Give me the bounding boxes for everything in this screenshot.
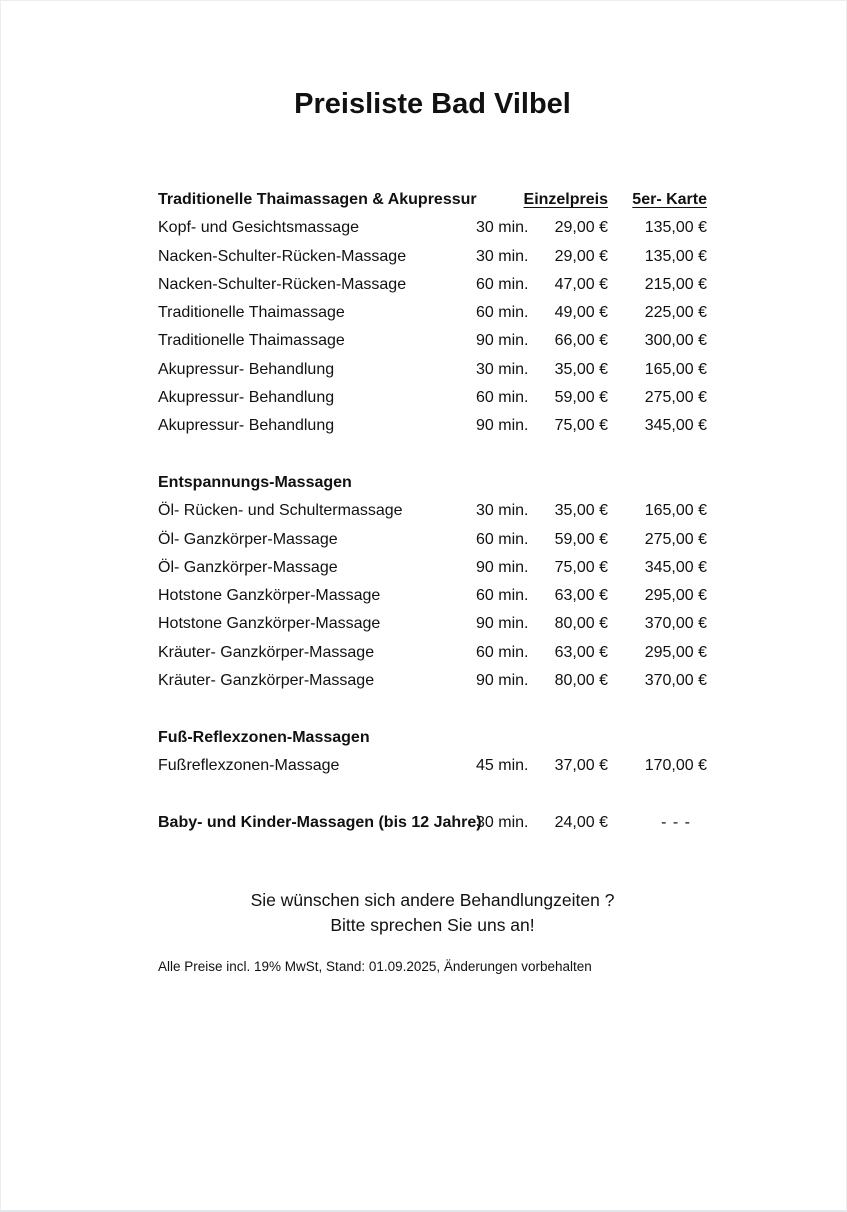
cell-service-name: Öl- Ganzkörper-Massage	[158, 530, 338, 548]
cell-duration: 60 min.	[476, 389, 529, 407]
cell-duration: 90 min.	[476, 558, 529, 576]
table-row	[158, 582, 707, 610]
section-heading-row	[158, 186, 707, 214]
cell-einzelpreis: 47,00 €	[554, 275, 608, 293]
table-row	[158, 299, 707, 327]
cell-einzelpreis: 80,00 €	[554, 672, 608, 690]
cell-service-name: Öl- Rücken- und Schultermassage	[158, 502, 403, 520]
section-heading-row	[158, 809, 707, 837]
cell-duration: 90 min.	[476, 332, 529, 350]
cell-service-name: Akupressur- Behandlung	[158, 360, 335, 378]
table-row	[158, 412, 707, 440]
cell-einzelpreis: 59,00 €	[554, 530, 608, 548]
cell-karte: 295,00 €	[644, 643, 707, 661]
table-row	[158, 667, 707, 695]
cell-karte: 275,00 €	[644, 530, 707, 548]
cell-duration: 30 min.	[476, 813, 529, 831]
cell-einzelpreis: 35,00 €	[554, 502, 608, 520]
cell-einzelpreis: 24,00 €	[554, 813, 608, 831]
section-heading-row	[158, 724, 707, 752]
cell-duration: 30 min.	[476, 219, 529, 237]
cell-duration: 60 min.	[476, 304, 529, 322]
cell-duration: 90 min.	[476, 417, 529, 435]
page-title: Preisliste Bad Vilbel	[294, 88, 571, 120]
cell-service-name: Nacken-Schulter-Rücken-Massage	[158, 247, 407, 265]
cell-service-name: Hotstone Ganzkörper-Massage	[158, 587, 381, 605]
cell-einzelpreis: 75,00 €	[554, 558, 608, 576]
table-row	[158, 497, 707, 525]
cell-service-name: Nacken-Schulter-Rücken-Massage	[158, 275, 407, 293]
cell-service-name: Hotstone Ganzkörper-Massage	[158, 615, 381, 633]
cell-karte: - - -	[661, 813, 691, 831]
table-row	[158, 554, 707, 582]
cell-karte: 300,00 €	[644, 332, 707, 350]
cell-karte: 135,00 €	[644, 247, 707, 265]
table-row	[158, 384, 707, 412]
table-row	[158, 639, 707, 667]
section-heading-row	[158, 469, 707, 497]
notice-line-2: Bitte sprechen Sie uns an!	[330, 915, 535, 935]
cell-karte: 370,00 €	[644, 672, 707, 690]
cell-einzelpreis: 80,00 €	[554, 615, 608, 633]
cell-karte: 275,00 €	[644, 389, 707, 407]
cell-duration: 90 min.	[476, 672, 529, 690]
cell-duration: 30 min.	[476, 360, 529, 378]
cell-einzelpreis: 49,00 €	[554, 304, 608, 322]
table-row	[158, 356, 707, 384]
table-row	[158, 214, 707, 242]
footnote-vat-date: Alle Preise incl. 19% MwSt, Stand: 01.09.2025, Änderungen vorbehalten	[158, 959, 592, 974]
cell-service-name: Öl- Ganzkörper-Massage	[158, 558, 338, 576]
cell-karte: 225,00 €	[644, 304, 707, 322]
cell-karte: 165,00 €	[644, 360, 707, 378]
cell-duration: 60 min.	[476, 275, 529, 293]
cell-duration: 30 min.	[476, 502, 529, 520]
notice-line-1: Sie wünschen sich andere Behandlungzeiten ?	[250, 890, 615, 910]
cell-service-name: Akupressur- Behandlung	[158, 389, 335, 407]
section-spacer	[158, 441, 707, 469]
cell-service-name: Traditionelle Thaimassage	[158, 304, 345, 322]
cell-service-name: Kräuter- Ganzkörper-Massage	[158, 672, 375, 690]
cell-duration: 60 min.	[476, 587, 529, 605]
cell-einzelpreis: 35,00 €	[554, 360, 608, 378]
cell-service-name: Kopf- und Gesichtsmassage	[158, 219, 359, 237]
section-heading: Baby- und Kinder-Massagen (bis 12 Jahre)	[158, 813, 482, 831]
cell-einzelpreis: 63,00 €	[554, 587, 608, 605]
cell-einzelpreis: 66,00 €	[554, 332, 608, 350]
cell-einzelpreis: 63,00 €	[554, 643, 608, 661]
cell-duration: 60 min.	[476, 530, 529, 548]
cell-duration: 90 min.	[476, 615, 529, 633]
cell-service-name: Traditionelle Thaimassage	[158, 332, 345, 350]
table-row	[158, 526, 707, 554]
section-heading: Entspannungs-Massagen	[158, 473, 352, 491]
table-row	[158, 271, 707, 299]
cell-service-name: Akupressur- Behandlung	[158, 417, 335, 435]
cell-duration: 60 min.	[476, 643, 529, 661]
section-heading: Fuß-Reflexzonen-Massagen	[158, 728, 370, 746]
price-table	[158, 186, 707, 837]
cell-duration: 30 min.	[476, 247, 529, 265]
cell-karte: 135,00 €	[644, 219, 707, 237]
cell-karte: 215,00 €	[644, 275, 707, 293]
section-heading: Traditionelle Thaimassagen & Akupressur	[158, 191, 477, 208]
cell-einzelpreis: 75,00 €	[554, 417, 608, 435]
section-spacer	[158, 695, 707, 723]
section-spacer	[158, 780, 707, 808]
cell-service-name: Fußreflexzonen-Massage	[158, 756, 340, 774]
table-row	[158, 752, 707, 780]
cell-einzelpreis: 37,00 €	[554, 756, 608, 774]
cell-karte: 170,00 €	[644, 756, 707, 774]
cell-einzelpreis: 29,00 €	[554, 219, 608, 237]
cell-karte: 295,00 €	[644, 587, 707, 605]
table-row	[158, 610, 707, 638]
cell-einzelpreis: 29,00 €	[554, 247, 608, 265]
cell-duration: 45 min.	[476, 756, 529, 774]
table-row	[158, 327, 707, 355]
column-header-einzelpreis: Einzelpreis	[523, 191, 608, 208]
column-header-5er-karte: 5er- Karte	[632, 191, 707, 208]
table-row	[158, 243, 707, 271]
cell-karte: 370,00 €	[644, 615, 707, 633]
cell-karte: 345,00 €	[644, 558, 707, 576]
cell-service-name: Kräuter- Ganzkörper-Massage	[158, 643, 375, 661]
cell-karte: 165,00 €	[644, 502, 707, 520]
cell-einzelpreis: 59,00 €	[554, 389, 608, 407]
notice-block	[150, 888, 715, 938]
cell-karte: 345,00 €	[644, 417, 707, 435]
